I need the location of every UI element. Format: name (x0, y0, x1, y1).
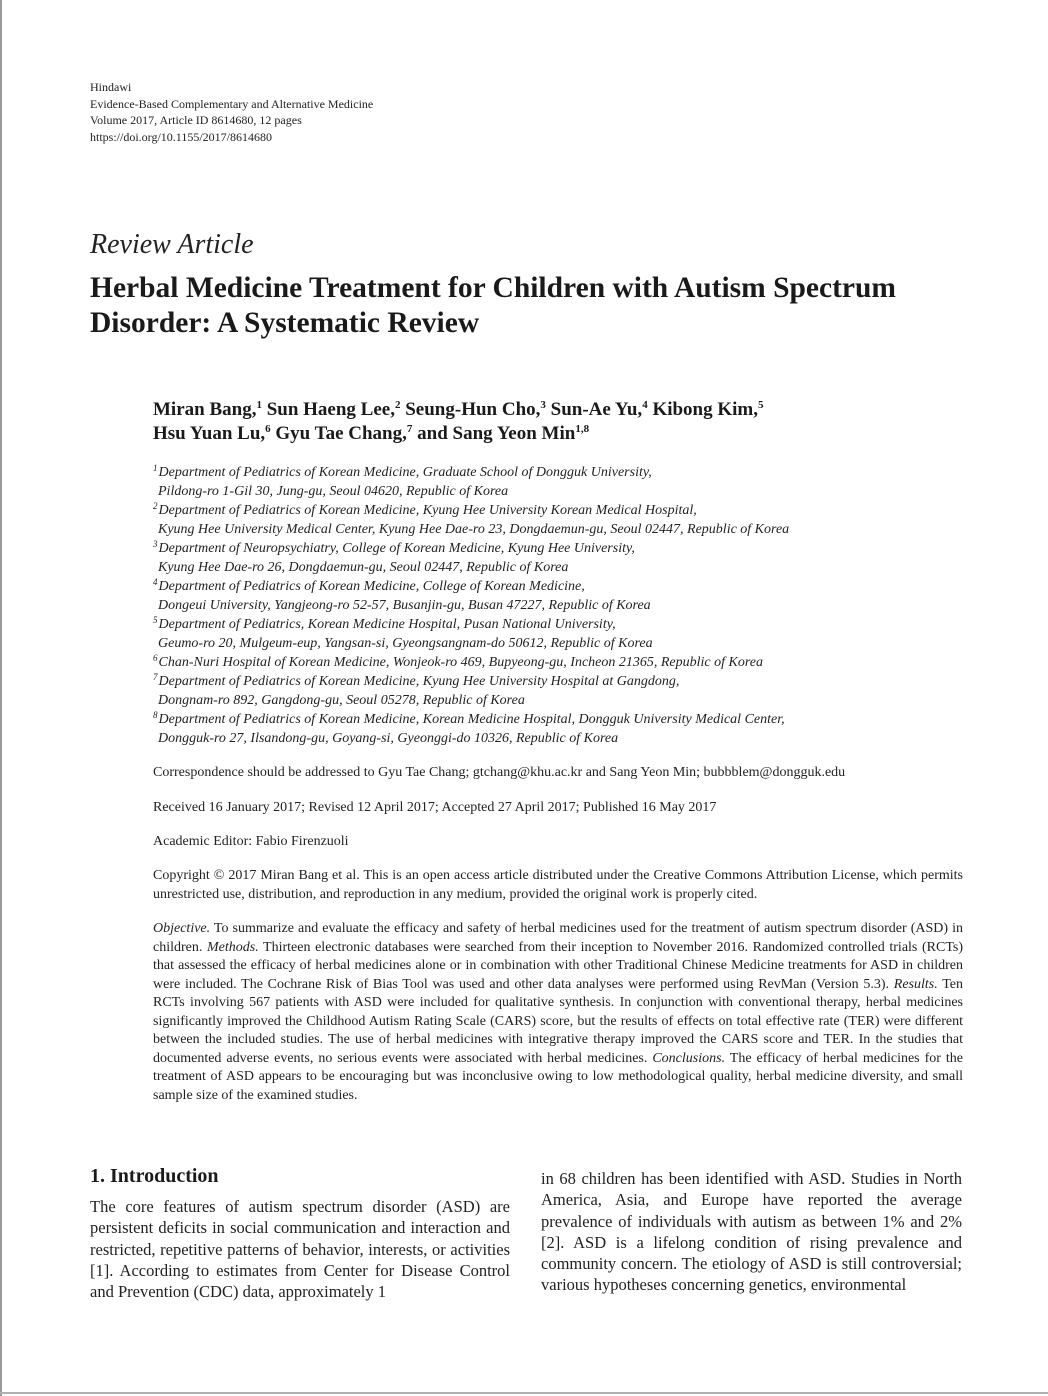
affiliation: $^4$Department of Pediatrics of Korean Medicine, College of Korean Medicine, Dongeui University, Yangjeong-ro 52-57, Busanjin-gu, Busan 47227, Republic of Korea (153, 577, 651, 613)
abstract-results: Ten RCTs involving 567 patients with ASD were included for qualitative synthesis. In conjunction with conventional therapy, herbal medicines significantly improved the Childhood Autism Rating Scale (CARS) score, but the results of effects on total effective rate (TER) were different between the included studies. The use of herbal medicines with integrative therapy improved the CARS score and TER. In the studies that documented adverse events, no serious events were associated with herbal medicines. (153, 976, 964, 1066)
introduction-left-column: The core features of autism spectrum disorder (ASD) are persistent deficits in social communication and interaction and restricted, repetitive patterns of behavior, interests, or activities [1]. According to estimates from Center for Disease Control and Prevention (CDC) data, approximately 1 (90, 1197, 510, 1302)
abstract-conclusions: The efficacy of herbal medicines for the treatment of ASD appears to be encouraging but was inconclusive owing to low methodological quality, herbal medicine diversity, and small sample size of the examined studies. (153, 1050, 963, 1103)
journal-header (90, 79, 373, 145)
introduction-right-column: in 68 children has been identified with ASD. Studies in North America, Asia, and Europe have reported the average prevalence of individuals with autism as between 1% and 2% [2]. ASD is a lifelong condition of rising prevalence and community concern. The etiology of ASD is still controversial; various hypotheses concerning genetics, environmental (541, 1169, 962, 1295)
article-type: Review Article (90, 229, 254, 260)
author: Sun-Ae Yu,$^4$ (550, 399, 648, 420)
abstract (153, 920, 963, 1105)
journal-name: Evidence-Based Complementary and Alternative Medicine (90, 96, 374, 111)
copyright-notice: Copyright © 2017 Miran Bang et al. This is an open access article distributed under the Creative Commons Attribution License, which permits unrestricted use, distribution, and reproduction in any medium, provided the original work is properly cited. (153, 868, 963, 902)
affiliation: $^2$Department of Pediatrics of Korean Medicine, Kyung Hee University Korean Medical Hospital, Kyung Hee University Medical Center, Kyung Hee Dae-ro 23, Dongdaemun-gu, Seoul 02447, Republic of Korea (153, 501, 790, 537)
affiliation: $^7$Department of Pediatrics of Korean Medicine, Kyung Hee University Hospital at Gangdong, Dongnam-ro 892, Gangdong-gu, Seoul 05278, Republic of Korea (153, 672, 680, 708)
affiliation: $^8$Department of Pediatrics of Korean Medicine, Korean Medicine Hospital, Dongguk University Medical Center, Dongguk-ro 27, Ilsandong-gu, Goyang-si, Gyeonggi-do 10326, Republic of Korea (153, 710, 785, 746)
page-border-left (0, 0, 2, 1396)
abstract-results-label: Results. (893, 976, 938, 992)
abstract-methods: Thirteen electronic databases were searched from their inception to November 2016. Randomized controlled trials (RCTs) that assessed the efficacy of herbal medicines alone or in combination with other Traditional Chinese Medicine treatments for ASD in children were included. The Cochrane Risk of Bias Tool was used and other data analyses were performed using RevMan (Version 5.3). (153, 939, 963, 992)
abstract-objective-label: Objective. (153, 921, 211, 936)
abstract-objective: To summarize and evaluate the efficacy and safety of herbal medicines used for the treatment of autism spectrum disorder (ASD) in children. (153, 921, 963, 955)
author: Kibong Kim,$^5$ (652, 399, 764, 420)
section-heading-introduction: 1. Introduction (90, 1165, 219, 1187)
page-border-bottom (0, 1392, 1048, 1394)
author: Gyu Tae Chang,$^7$ (275, 423, 413, 444)
author: Sun Haeng Lee,$^2$ (266, 399, 401, 420)
doi-link[interactable]: https://doi.org/10.1155/2017/8614680 (90, 129, 273, 144)
affiliation: $^1$Department of Pediatrics of Korean Medicine, Graduate School of Dongguk University, Pildong-ro 1-Gil 30, Jung-gu, Seoul 04620, Republic of Korea (153, 463, 652, 499)
author-list (153, 398, 973, 446)
abstract-methods-label: Methods. (206, 939, 259, 955)
affiliation: $^5$Department of Pediatrics, Korean Medicine Hospital, Pusan National University, Geumo-ro 20, Mulgeum-eup, Yangsan-si, Gyeongsangnam-do 50612, Republic of Korea (153, 615, 653, 651)
academic-editor: Academic Editor: Fabio Firenzuoli (153, 834, 349, 849)
author: Hsu Yuan Lu,$^6$ (153, 423, 271, 444)
affiliation-list (153, 463, 983, 748)
author: Miran Bang,$^1$ (153, 399, 262, 420)
publication-dates: Received 16 January 2017; Revised 12 April 2017; Accepted 27 April 2017; Published 16 May 2017 (153, 800, 717, 815)
correspondence: Correspondence should be addressed to Gyu Tae Chang; gtchang@khu.ac.kr and Sang Yeon Min; bubbblem@dongguk.edu (153, 765, 846, 780)
volume-info: Volume 2017, Article ID 8614680, 12 pages (90, 113, 302, 127)
affiliation: $^6$Chan-Nuri Hospital of Korean Medicine, Wonjeok-ro 469, Bupyeong-gu, Incheon 21365, Republic of Korea (153, 653, 764, 670)
publisher: Hindawi (90, 80, 132, 94)
author: and Sang Yeon Min$^{1,8}$ (417, 423, 590, 444)
abstract-conclusions-label: Conclusions. (652, 1050, 726, 1066)
author: Seung-Hun Cho,$^3$ (405, 399, 546, 420)
affiliation: $^3$Department of Neuropsychiatry, College of Korean Medicine, Kyung Hee University, Kyung Hee Dae-ro 26, Dongdaemun-gu, Seoul 02447, Republic of Korea (153, 539, 635, 575)
article-title: Herbal Medicine Treatment for Children with Autism Spectrum Disorder: A Systematic Review (90, 272, 897, 339)
